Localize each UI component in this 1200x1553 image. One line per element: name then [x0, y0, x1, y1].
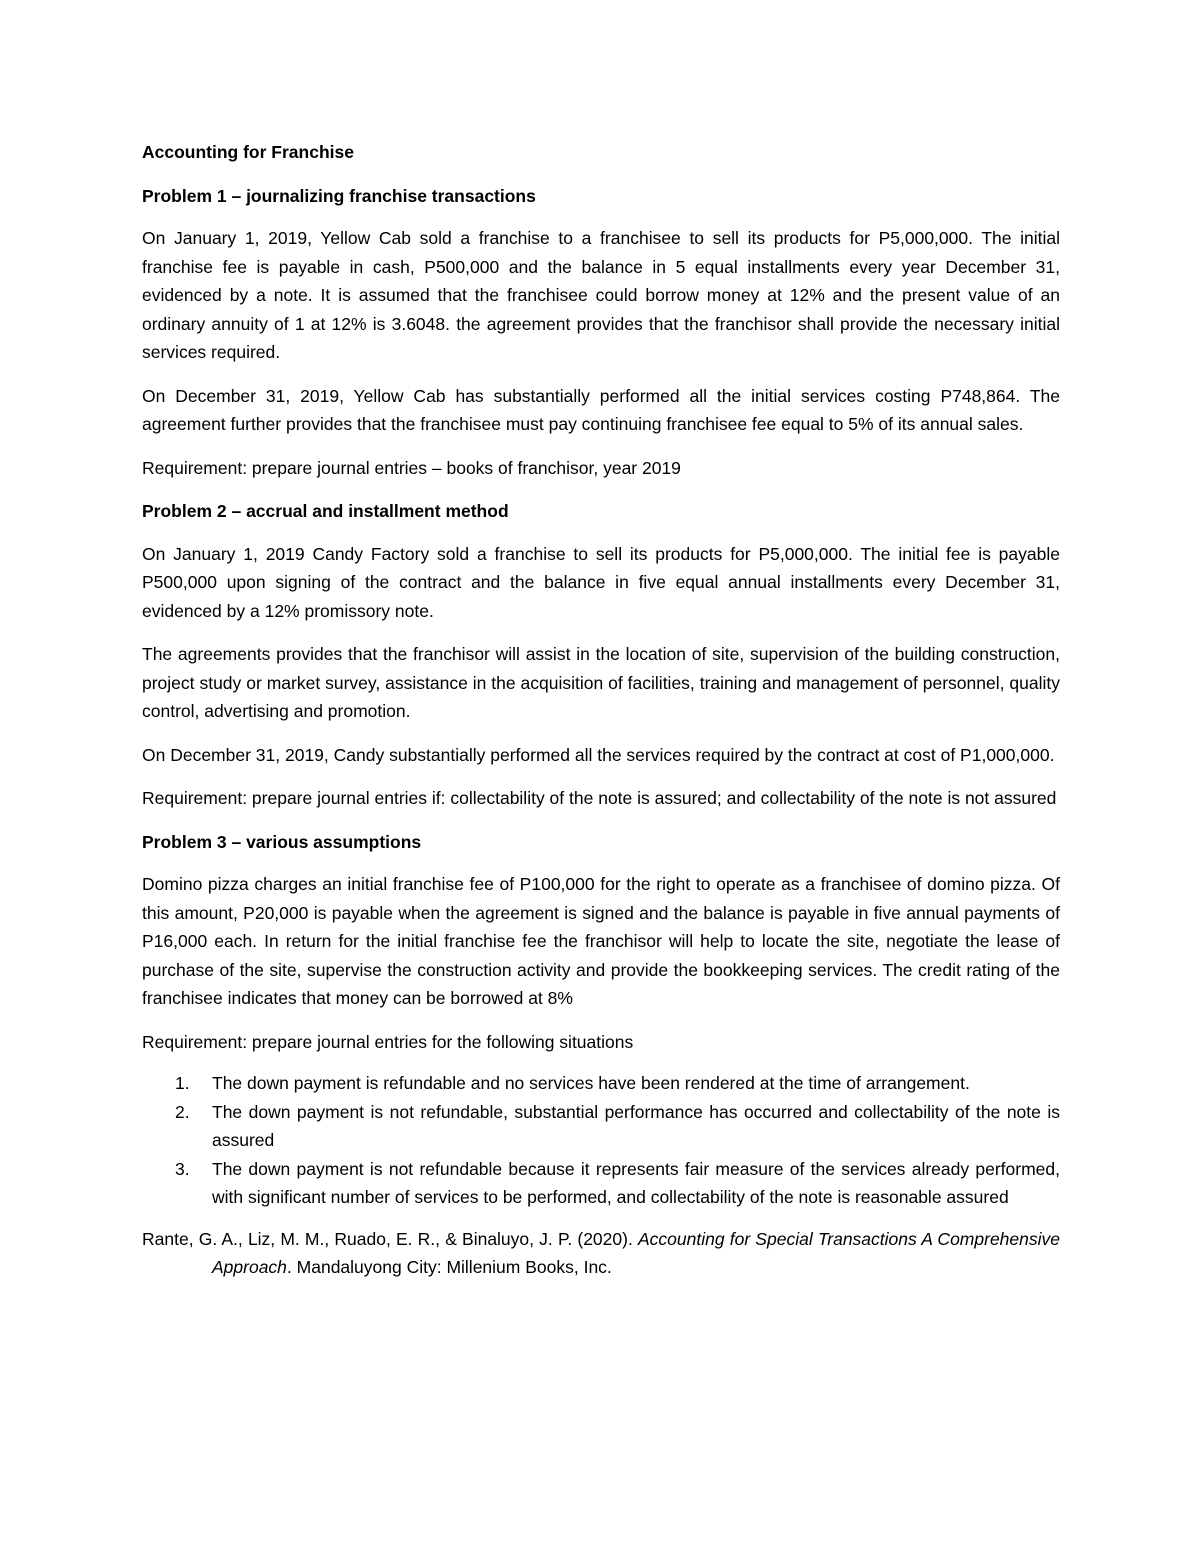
problem-1-requirement: Requirement: prepare journal entries – books of franchisor, year 2019 — [142, 457, 681, 478]
problem-2-paragraph-2: The agreements provides that the franchisor will assist in the location of site, supervision of the building construction, project study or market survey, assistance in the acquisition of facilities, training and management of personnel, quality control, advertising and promotion. — [142, 644, 1060, 721]
list-item-number: 2. — [175, 1101, 190, 1122]
problem-1-heading: Problem 1 – journalizing franchise transactions — [142, 185, 536, 206]
list-item-text: The down payment is not refundable, substantial performance has occurred and collectability of the note is assured — [212, 1101, 1060, 1150]
reference-book-title: Accounting for Special Transactions A Comprehensive Approach — [212, 1228, 1060, 1277]
problem-2-paragraph-3: On December 31, 2019, Candy substantially performed all the services required by the contract at cost of P1,000,000. — [142, 744, 1055, 765]
problem-2-heading: Problem 2 – accrual and installment method — [142, 501, 509, 521]
problem-2-requirement: Requirement: prepare journal entries if: collectability of the note is assured; and collectability of the note is not assured — [142, 788, 1057, 808]
list-item-text: The down payment is not refundable because it represents fair measure of the services already performed, with significant number of services to be performed, and collectability of the note is reasonable assured — [212, 1158, 1060, 1207]
list-item — [175, 1098, 1060, 1155]
reference-citation — [142, 1225, 1060, 1282]
problem-3-paragraph-1: Domino pizza charges an initial franchise fee of P100,000 for the right to operate as a franchisee of domino pizza. Of this amount, P20,000 is payable when the agreement is signed and the balance is payable in five annual payments of P16,000 each. In return for the initial franchise fee the franchisor will help to locate the site, negotiate the lease of purchase of the site, supervise the construction activity and provide the bookkeeping services. The credit rating of the franchisee indicates that money can be borrowed at 8% — [142, 874, 1060, 1008]
document-page — [142, 138, 1060, 1297]
reference-authors: Rante, G. A., Liz, M. M., Ruado, E. R., & Binaluyo, J. P. (2020). — [142, 1228, 638, 1249]
problem-3-requirement: Requirement: prepare journal entries for the following situations — [142, 1031, 634, 1052]
problem-2-paragraph-1: On January 1, 2019 Candy Factory sold a franchise to sell its products for P5,000,000. The initial fee is payable P500,000 upon signing of the contract and the balance in five equal annual installments every December 31, evidenced by a 12% promissory note. — [142, 543, 1060, 621]
document-title: Accounting for Franchise — [142, 142, 354, 162]
list-item — [175, 1155, 1060, 1212]
problem-1-paragraph-2: On December 31, 2019, Yellow Cab has substantially performed all the initial services costing P748,864. The agreement further provides that the franchisee must pay continuing franchisee fee equal to 5% of its annual sales. — [142, 385, 1060, 434]
list-item — [175, 1069, 1060, 1098]
list-item-number: 1. — [175, 1073, 190, 1093]
problem-3-heading: Problem 3 – various assumptions — [142, 831, 422, 852]
problem-1-paragraph-1: On January 1, 2019, Yellow Cab sold a franchise to a franchisee to sell its products for P5,000,000. The initial franchise fee is payable in cash, P500,000 and the balance in 5 equal installments every year December 31, evidenced by a note. It is assumed that the franchisee could borrow money at 12% and the present value of an ordinary annuity of 1 at 12% is 3.6048. the agreement provides that the franchisor shall provide the necessary initial services required. — [142, 228, 1060, 362]
list-item-number: 3. — [175, 1158, 190, 1179]
reference-publisher: . Mandaluyong City: Millenium Books, Inc. — [286, 1257, 612, 1277]
situations-list — [142, 1069, 1060, 1212]
list-item-text: The down payment is refundable and no services have been rendered at the time of arrangement. — [212, 1073, 970, 1093]
